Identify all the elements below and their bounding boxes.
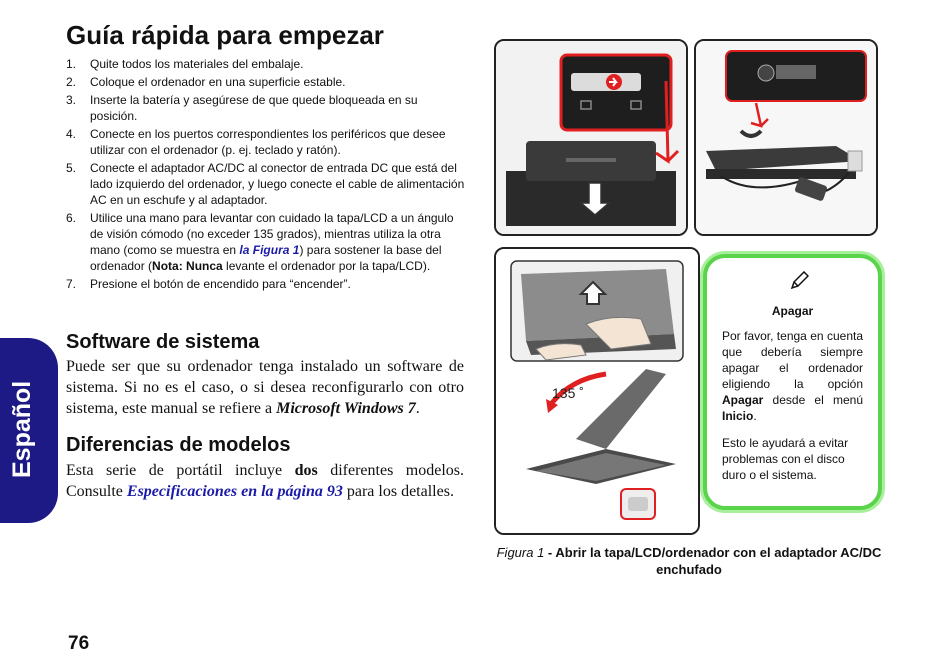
open-lid-figure [494,247,700,535]
language-side-tab [0,338,58,523]
models-paragraph: Esta serie de portátil incluye dos diferentes modelos. Consulte Especificaciones en la página 93 para los detalles. [66,462,465,500]
step-item: 7. Presione el botón de encendido para “encender”. [66,277,351,291]
step-item: 2. Coloque el ordenador en una superficie estable. [66,75,346,89]
adapter-connection-illustration [696,41,876,234]
shutdown-note [703,254,882,510]
models-heading: Diferencias de modelos [66,434,291,456]
pencil-icon [789,271,809,291]
note-paragraph-1: Por favor, tenga en cuenta que debería siempre apagar el ordenador eligiendo la opción Apagar desde el menú Inicio. [722,329,863,423]
battery-latch-figure [494,39,688,236]
step-item: 1. Quite todos los materiales del embalaje. [66,57,304,71]
angle-label: 135 ˚ [552,385,584,401]
figure-link[interactable]: la Figura 1 [239,243,300,257]
adapter-connection-figure [694,39,878,236]
step-item: 4. Conecte en los puertos correspondientes los periféricos que desee utilizar con el ordenador (p. ej. teclado y ratón). [66,127,446,157]
specifications-link[interactable]: Especificaciones en la página 93 [126,483,343,500]
open-lid-illustration [496,249,698,533]
page-title: Guía rápida para empezar [66,20,384,50]
note-title: Apagar [771,304,814,318]
note-paragraph-2: Esto le ayudará a evitar problemas con el disco duro o el sistema. [722,436,849,482]
battery-latch-illustration [496,41,686,234]
software-paragraph: Puede ser que su ordenador tenga instalado un software de sistema. Si no es el caso, o si desea reconfigurarlo con otro sistema, este manual se refiere a Microsoft Windows 7. [66,358,464,417]
software-heading: Software de sistema [66,331,260,353]
steps-list [66,56,466,294]
figure-caption: Figura 1 - Abrir la tapa/LCD/ordenador con el adaptador AC/DC enchufado [496,545,882,577]
step-item: 3. Inserte la batería y asegúrese de que quede bloqueada en su posición. [66,93,418,123]
step-item: 6. Utilice una mano para levantar con cuidado la tapa/LCD a un ángulo de visión cómodo (no exceder 135 grados), mientras utiliza la otra mano (como se muestra en la Figura 1) para sostener la base del ordenador (Nota: Nunca levante el ordenador por la tapa/LCD). [66,211,454,273]
side-tab-label: Español [8,380,36,478]
page-number: 76 [68,633,90,654]
step-item: 5. Conecte el adaptador AC/DC al conector de entrada DC que está del lado izquierdo del ordenador, y luego conecte el cable de alimentación AC en un eschufe y al adaptador. [66,161,465,207]
